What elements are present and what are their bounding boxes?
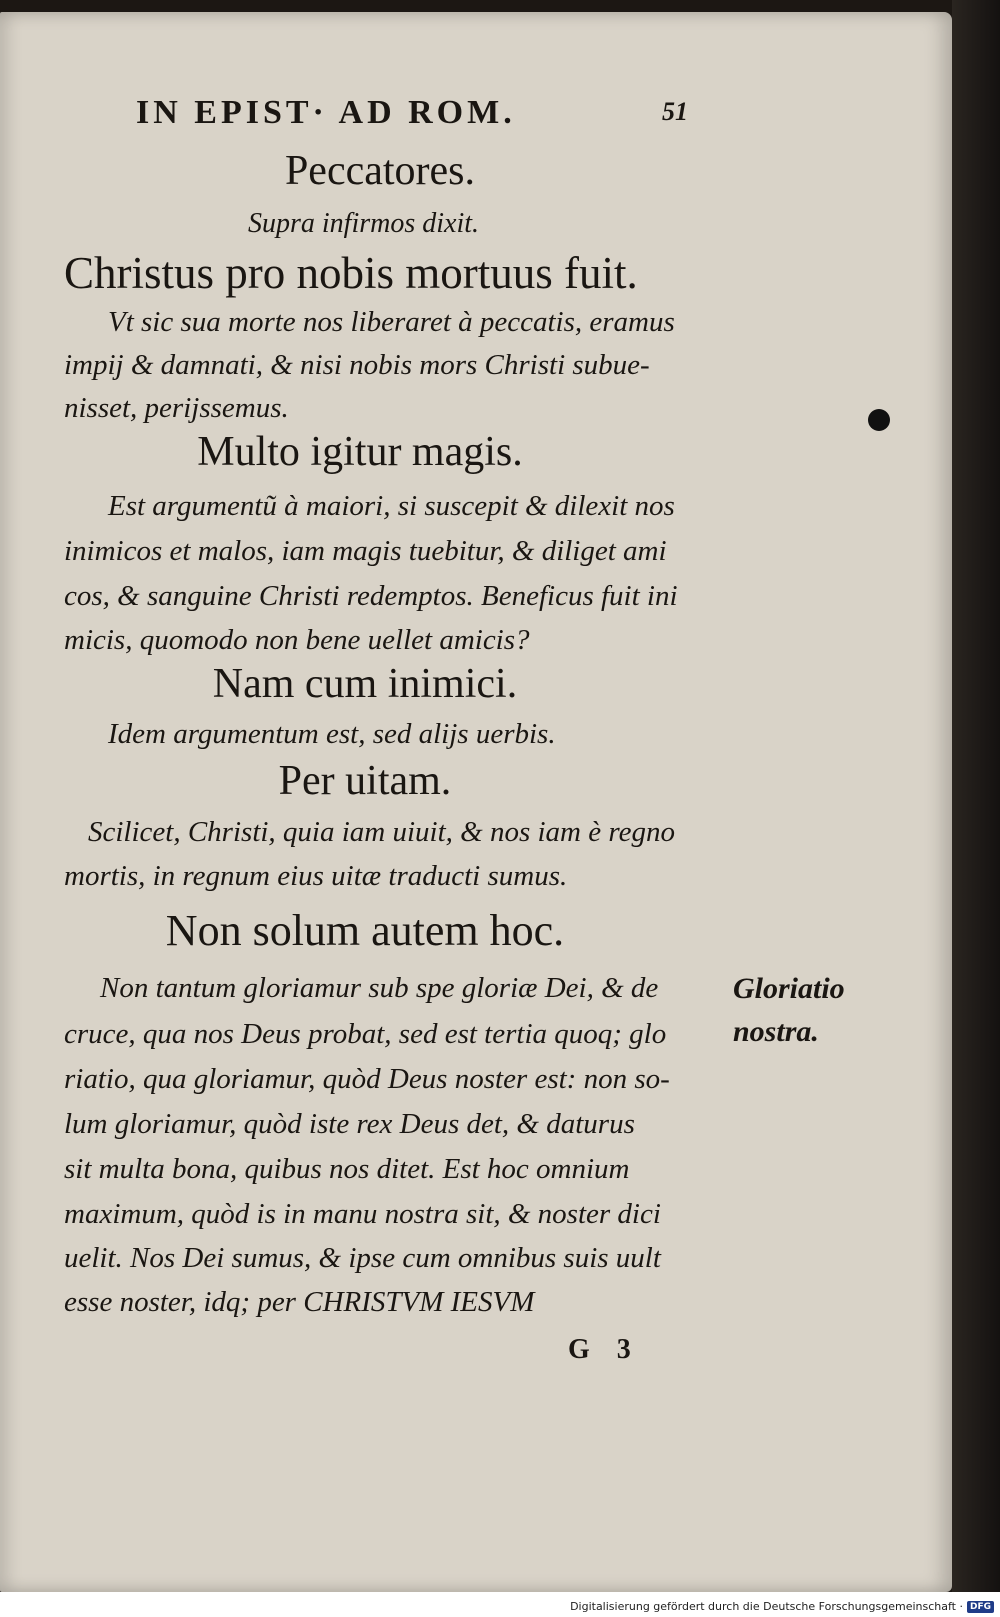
gloss-line: inimicos et malos, iam magis tuebitur, & diliget ami [64, 535, 667, 567]
gloss-line: Non tantum gloriamur sub spe gloriæ Dei, & de [100, 972, 659, 1004]
gloss-line: Scilicet, Christi, quia iam uiuit, & nos iam è regno [88, 816, 675, 848]
lemma-non-solum: Non solum autem hoc. [165, 906, 565, 955]
marginal-note: nostra. [733, 1015, 819, 1048]
dfg-logo-icon: DFG [967, 1601, 994, 1613]
gloss-line: Vt sic sua morte nos liberaret à peccatis, eramus [108, 306, 675, 338]
funding-credit [570, 1600, 994, 1613]
footer-bar [0, 1592, 1000, 1617]
gloss-line: uelit. Nos Dei sumus, & ipse cum omnibus suis uult [64, 1242, 661, 1274]
gloss-line: lum gloriamur, quòd iste rex Deus det, & daturus [64, 1108, 635, 1140]
running-head: IN EPIST· AD ROM. [136, 94, 516, 131]
gloss-line: micis, quomodo non bene uellet amicis? [64, 624, 530, 656]
gloss-line: impij & damnati, & nisi nobis mors Christi subue- [64, 349, 650, 381]
gloss-line: cos, & sanguine Christi redemptos. Beneficus fuit ini [64, 580, 678, 612]
book-edge [952, 0, 1000, 1617]
gloss-line: riatio, qua gloriamur, quòd Deus noster est: non so- [64, 1063, 670, 1095]
gloss-line: Idem argumentum est, sed alijs uerbis. [108, 718, 556, 750]
ink-dot [868, 409, 890, 431]
marginal-note: Gloriatio [733, 972, 845, 1005]
gloss-line: maximum, quòd is in manu nostra sit, & noster dici [64, 1198, 661, 1230]
gloss-line: cruce, qua nos Deus probat, sed est tertia quoq; glo [64, 1018, 667, 1050]
gloss-line: Est argumentũ à maiori, si suscepit & dilexit nos [108, 490, 675, 522]
credit-text: Digitalisierung gefördert durch die Deutsche Forschungsgemeinschaft · [570, 1600, 963, 1613]
gloss-line: nisset, perijssemus. [64, 392, 289, 424]
lemma-peccatores: Peccatores. [284, 148, 476, 194]
gloss-supra: Supra infirmos dixit. [248, 208, 480, 239]
lemma-per-uitam: Per uitam. [278, 758, 452, 804]
gloss-line: mortis, in regnum eius uitæ traducti sumus. [64, 860, 568, 892]
gloss-line: sit multa bona, quibus nos ditet. Est hoc omnium [64, 1153, 630, 1185]
lemma-christus: Christus pro nobis mortuus fuit. [64, 248, 638, 298]
signature-mark: G 3 [568, 1334, 641, 1365]
page-number: 51 [662, 97, 688, 126]
gloss-line: esse noster, idq; per CHRISTVM IESVM [64, 1286, 535, 1318]
lemma-multo: Multo igitur magis. [197, 429, 523, 475]
lemma-nam-cum: Nam cum inimici. [212, 661, 518, 707]
book-page [0, 12, 952, 1592]
